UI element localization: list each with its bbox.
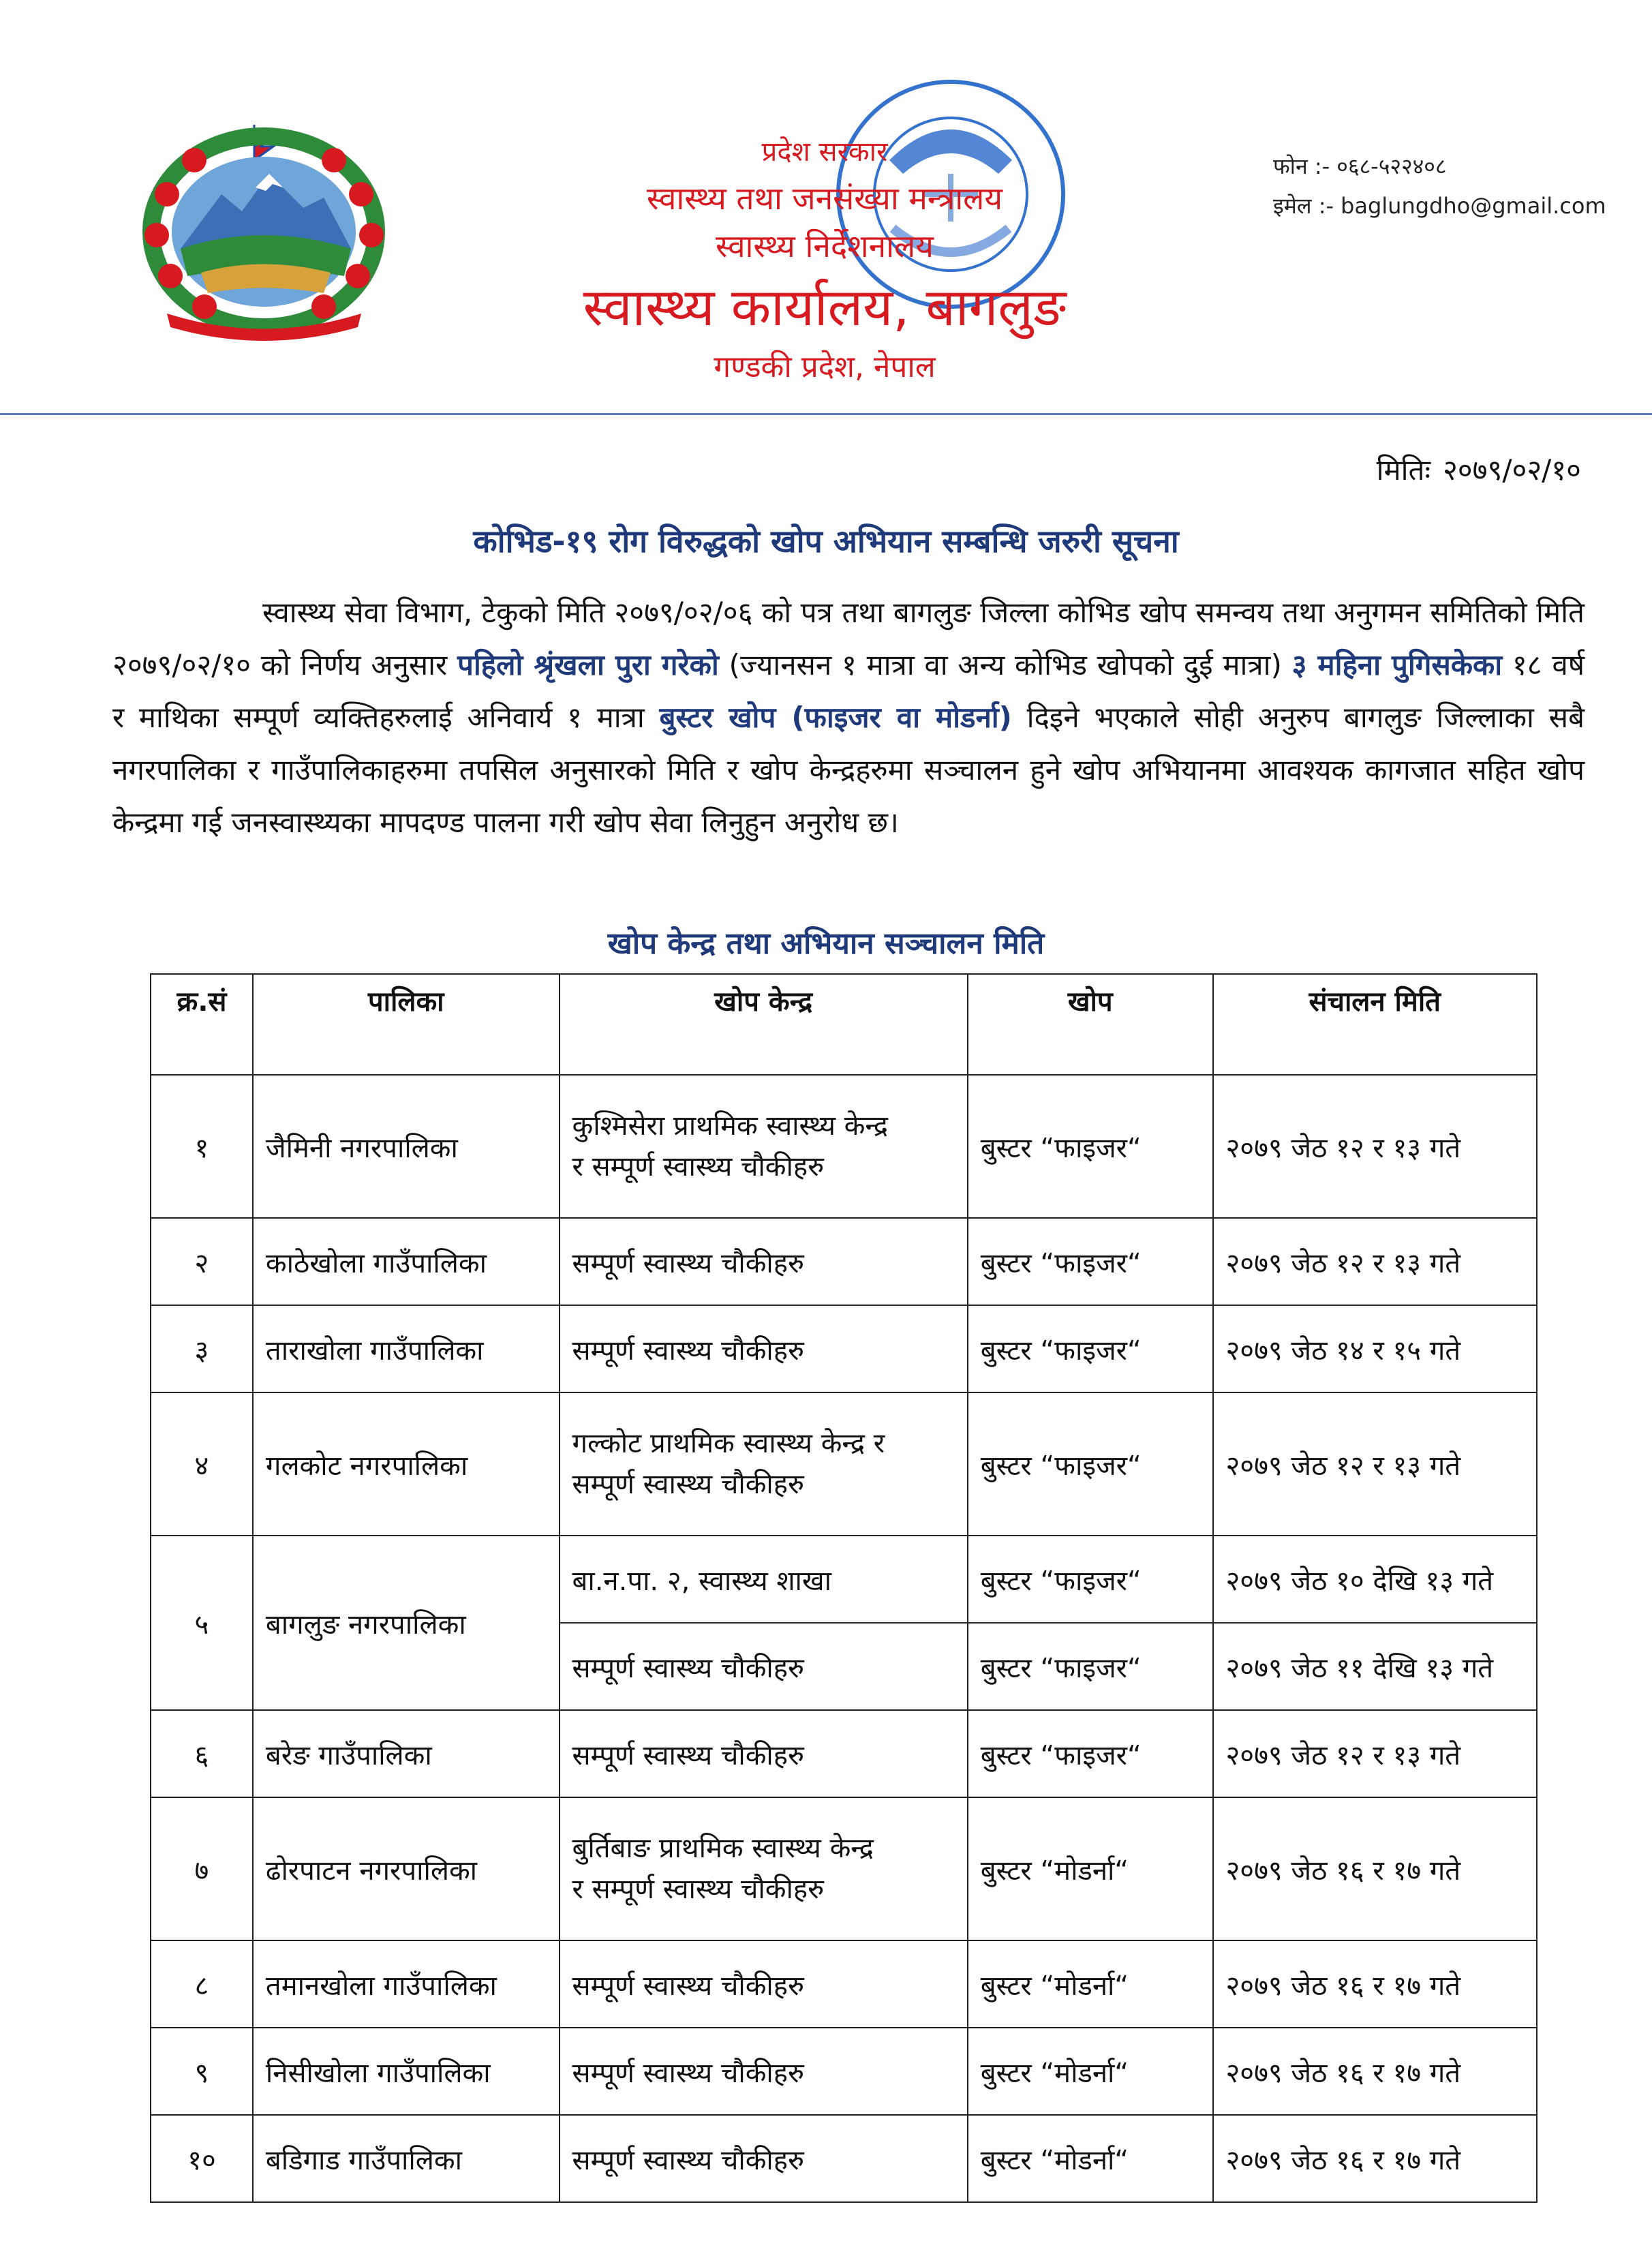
table-row — [151, 1392, 1537, 1536]
cell-center-line-1: गल्कोट प्राथमिक स्वास्थ्य केन्द्र र — [572, 1428, 885, 1459]
cell-palika: गलकोट नगरपालिका — [253, 1392, 560, 1536]
cell-sn: १० — [151, 2115, 253, 2202]
cell-sn: १ — [151, 1075, 253, 1218]
table-row — [151, 1075, 1537, 1218]
para-text-3: १८ वर्ष र माथिका सम्पूर्ण व्यक्तिहरुलाई अनिवार्य १ मात्रा — [112, 648, 1585, 734]
cell-vaccine: बुस्टर “मोडर्ना“ — [968, 2028, 1213, 2115]
cell-center: सम्पूर्ण स्वास्थ्य चौकीहरु — [560, 1710, 968, 1797]
cell-center — [560, 1075, 968, 1218]
cell-sn: ४ — [151, 1392, 253, 1536]
letterhead-line-directorate: स्वास्थ्य निर्देशनालय — [716, 228, 934, 264]
cell-palika: काठेखोला गाउँपालिका — [253, 1218, 560, 1305]
para-text-4: दिइने भएकाले सोही अनुरुप बागलुङ जिल्लाका सबै नगरपालिका र गाउँपालिकाहरुमा तपसिल अनुसारको मिति र खोप केन्द्रहरुमा सञ्चालन हुने खोप अभियानमा आवश्यक कागजात सहित खोप केन्द्रमा गई जनस्वास्थ्यका मापदण्ड पालना गरी खोप सेवा लिनुहुन अनुरोध छ। — [112, 701, 1585, 839]
cell-center-line-2: र सम्पूर्ण स्वास्थ्य चौकीहरु — [572, 1874, 825, 1905]
table-row — [151, 1218, 1537, 1305]
header-divider — [0, 413, 1652, 415]
cell-date: २०७९ जेठ ११ देखि १३ गते — [1213, 1623, 1538, 1710]
nepal-emblem-icon — [140, 119, 388, 344]
cell-palika: निसीखोला गाउँपालिका — [253, 2028, 560, 2115]
cell-center: सम्पूर्ण स्वास्थ्य चौकीहरु — [560, 2115, 968, 2202]
cell-palika: बागलुङ नगरपालिका — [253, 1536, 560, 1710]
cell-center: बा.न.पा. २, स्वास्थ्य शाखा — [560, 1536, 968, 1623]
cell-palika: बरेङ गाउँपालिका — [253, 1710, 560, 1797]
cell-sn: ५ — [151, 1536, 253, 1710]
cell-date: २०७९ जेठ १६ र १७ गते — [1213, 2115, 1538, 2202]
table-row — [151, 1940, 1537, 2028]
header-date: संचालन मिति — [1213, 974, 1538, 1075]
cell-sn: ६ — [151, 1710, 253, 1797]
cell-date: २०७९ जेठ १० देखि १३ गते — [1213, 1536, 1538, 1623]
letterhead-line-ministry: स्वास्थ्य तथा जनसंख्या मन्त्रालय — [646, 180, 1003, 217]
cell-date: २०७९ जेठ १२ र १३ गते — [1213, 1218, 1538, 1305]
table-row — [151, 1536, 1537, 1623]
para-text-2: (ज्यानसन १ मात्रा वा अन्य कोभिड खोपको दुई मात्रा) — [718, 648, 1292, 682]
table-row — [151, 1710, 1537, 1797]
cell-vaccine: बुस्टर “फाइजर“ — [968, 1536, 1213, 1623]
notice-subject: कोभिड-१९ रोग विरुद्धको खोप अभियान सम्बन्धि जरुरी सूचना — [473, 523, 1179, 560]
cell-palika: बडिगाड गाउँपालिका — [253, 2115, 560, 2202]
cell-vaccine: बुस्टर “मोडर्ना“ — [968, 1940, 1213, 2028]
cell-center — [560, 1392, 968, 1536]
table-row — [151, 1797, 1537, 1940]
para-text-1: स्वास्थ्य सेवा विभाग, टेकुको मिति २०७९/०२/०६ को पत्र तथा बागलुङ जिल्ला कोभिड खोप समन्वय तथा अनुगमन समितिको मिति २०७९/०२/१० को निर्णय अनुसार — [112, 596, 1585, 682]
cell-center-line-2: सम्पूर्ण स्वास्थ्य चौकीहरु — [572, 1469, 804, 1500]
cell-date: २०७९ जेठ १४ र १५ गते — [1213, 1305, 1538, 1392]
header-center: खोप केन्द्र — [560, 974, 968, 1075]
cell-palika: जैमिनी नगरपालिका — [253, 1075, 560, 1218]
table-row — [151, 1305, 1537, 1392]
para-emphasis-3: बुस्टर खोप (फाइजर वा मोडर्ना) — [659, 701, 1012, 734]
notice-paragraph — [112, 586, 1585, 849]
cell-date: २०७९ जेठ १२ र १३ गते — [1213, 1075, 1538, 1218]
header-sn: क्र.सं — [151, 974, 253, 1075]
table-caption: खोप केन्द्र तथा अभियान सञ्चालन मिति — [607, 926, 1045, 961]
cell-date: २०७९ जेठ १२ र १३ गते — [1213, 1392, 1538, 1536]
letterhead-province: गण्डकी प्रदेश, नेपाल — [714, 350, 936, 384]
letterhead-office-name: स्वास्थ्य कार्यालय, बागलुङ — [583, 277, 1067, 337]
cell-date: २०७९ जेठ १२ र १३ गते — [1213, 1710, 1538, 1797]
vaccination-schedule-table — [150, 973, 1538, 2203]
date-label: मितिः — [1376, 453, 1431, 487]
header-palika: पालिका — [253, 974, 560, 1075]
cell-palika: ताराखोला गाउँपालिका — [253, 1305, 560, 1392]
cell-sn: ३ — [151, 1305, 253, 1392]
email-label: इमेल :- — [1273, 193, 1334, 219]
table-row — [151, 2115, 1537, 2202]
phone-number: ०६८-५२२४०८ — [1336, 153, 1447, 179]
cell-sn: २ — [151, 1218, 253, 1305]
cell-center-line-1: कुश्मिसेरा प्राथमिक स्वास्थ्य केन्द्र — [572, 1110, 888, 1142]
cell-palika: तमानखोला गाउँपालिका — [253, 1940, 560, 2028]
cell-sn: ९ — [151, 2028, 253, 2115]
cell-vaccine: बुस्टर “फाइजर“ — [968, 1305, 1213, 1392]
office-letterhead — [477, 129, 1172, 390]
phone-label: फोन :- — [1273, 153, 1330, 179]
cell-date: २०७९ जेठ १६ र १७ गते — [1213, 2028, 1538, 2115]
cell-vaccine: बुस्टर “मोडर्ना“ — [968, 1797, 1213, 1940]
notice-date — [1377, 450, 1581, 489]
para-emphasis-2: ३ महिना पुगिसकेका — [1291, 648, 1503, 682]
contact-info — [1273, 147, 1613, 226]
cell-center: सम्पूर्ण स्वास्थ्य चौकीहरु — [560, 1218, 968, 1305]
cell-center-line-2: र सम्पूर्ण स्वास्थ्य चौकीहरु — [572, 1151, 825, 1183]
cell-date: २०७९ जेठ १६ र १७ गते — [1213, 1940, 1538, 2028]
email-address: baglungdho@gmail.com — [1341, 193, 1606, 219]
cell-vaccine: बुस्टर “फाइजर“ — [968, 1075, 1213, 1218]
cell-center: सम्पूर्ण स्वास्थ्य चौकीहरु — [560, 1623, 968, 1710]
cell-palika: ढोरपाटन नगरपालिका — [253, 1797, 560, 1940]
cell-vaccine: बुस्टर “मोडर्ना“ — [968, 2115, 1213, 2202]
table-header-row — [151, 974, 1537, 1075]
cell-vaccine: बुस्टर “फाइजर“ — [968, 1710, 1213, 1797]
para-emphasis-1: पहिलो श्रृंखला पुरा गरेको — [457, 648, 719, 682]
letterhead-line-government: प्रदेश सरकार — [761, 136, 888, 168]
cell-vaccine: बुस्टर “फाइजर“ — [968, 1392, 1213, 1536]
cell-center — [560, 1797, 968, 1940]
header-vaccine: खोप — [968, 974, 1213, 1075]
cell-center: सम्पूर्ण स्वास्थ्य चौकीहरु — [560, 1305, 968, 1392]
table-row — [151, 2028, 1537, 2115]
cell-vaccine: बुस्टर “फाइजर“ — [968, 1218, 1213, 1305]
cell-vaccine: बुस्टर “फाइजर“ — [968, 1623, 1213, 1710]
cell-sn: ८ — [151, 1940, 253, 2028]
cell-sn: ७ — [151, 1797, 253, 1940]
cell-center: सम्पूर्ण स्वास्थ्य चौकीहरु — [560, 2028, 968, 2115]
cell-center-line-1: बुर्तिबाङ प्राथमिक स्वास्थ्य केन्द्र — [572, 1833, 874, 1864]
cell-center: सम्पूर्ण स्वास्थ्य चौकीहरु — [560, 1940, 968, 2028]
date-value: २०७९/०२/१० — [1442, 453, 1581, 487]
cell-date: २०७९ जेठ १६ र १७ गते — [1213, 1797, 1538, 1940]
